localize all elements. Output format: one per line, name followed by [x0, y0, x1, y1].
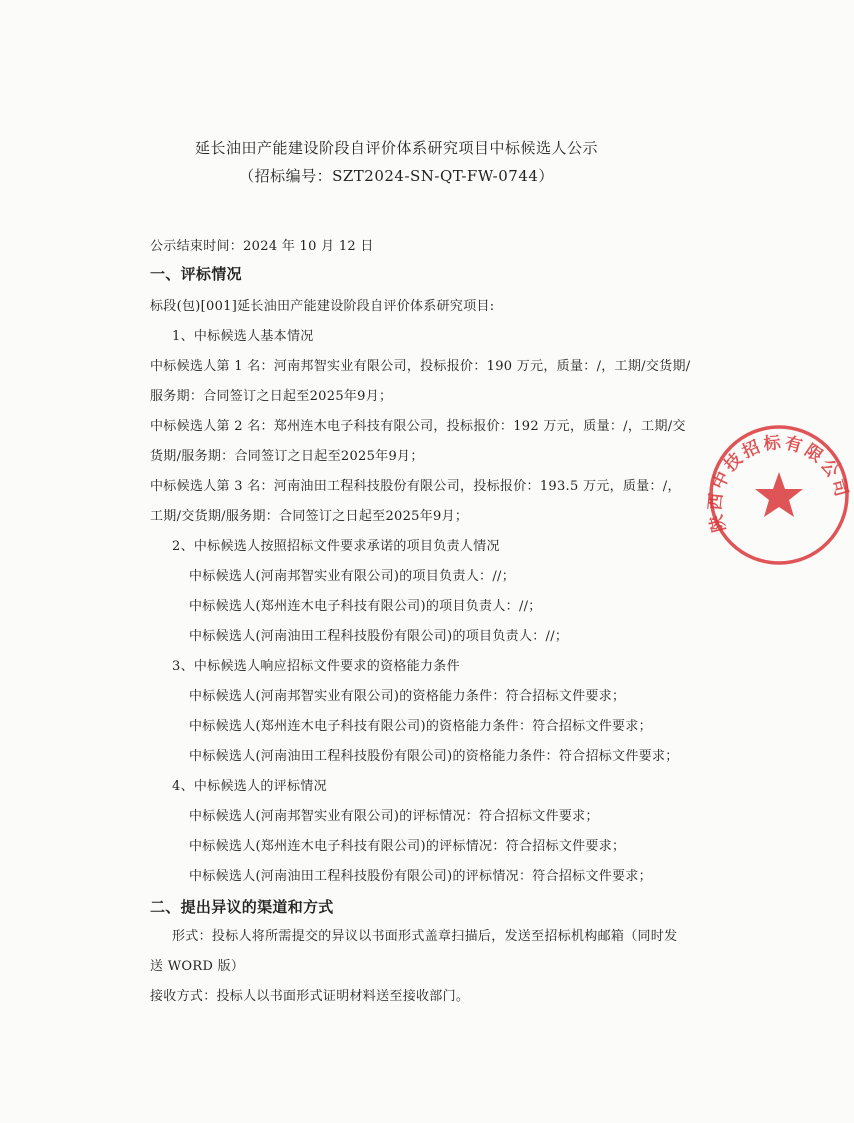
lot-title: 标段(包)[001]延长油田产能建设阶段自评价体系研究项目: — [150, 299, 495, 314]
objection-form-line-2: 送 WORD 版） — [150, 959, 245, 974]
subheading-basic-info: 1、中标候选人基本情况 — [172, 329, 314, 344]
subheading-project-leader: 2、中标候选人按照招标文件要求承诺的项目负责人情况 — [172, 539, 500, 554]
candidate-3-line-2: 工期/交货期/服务期：合同签订之日起至2025年9月； — [150, 509, 469, 524]
candidate-3-line-1: 中标候选人第 3 名：河南油田工程科技股份有限公司，投标报价：193.5 万元，质量：/， — [150, 479, 681, 494]
evaluation-item-3: 中标候选人(河南油田工程科技股份有限公司)的评标情况：符合招标文件要求； — [189, 869, 652, 884]
qualification-item-2: 中标候选人(郑州连木电子科技有限公司)的资格能力条件：符合招标文件要求； — [189, 719, 652, 734]
subheading-qualification: 3、中标候选人响应招标文件要求的资格能力条件 — [172, 659, 460, 674]
qualification-item-1: 中标候选人(河南邦智实业有限公司)的资格能力条件：符合招标文件要求； — [189, 689, 626, 704]
leader-item-2: 中标候选人(郑州连木电子科技有限公司)的项目负责人：//； — [189, 599, 542, 614]
seal-ring — [711, 427, 847, 563]
leader-item-3: 中标候选人(河南油田工程科技股份有限公司)的项目负责人：//； — [189, 629, 569, 644]
evaluation-item-2: 中标候选人(郑州连木电子科技有限公司)的评标情况：符合招标文件要求； — [189, 839, 626, 854]
seal-star — [755, 472, 803, 517]
subheading-evaluation: 4、中标候选人的评标情况 — [172, 779, 327, 794]
section-heading-evaluation: 一、评标情况 — [150, 265, 242, 283]
publicity-end-time: 公示结束时间：2024 年 10 月 12 日 — [150, 239, 374, 254]
document-title: 延长油田产能建设阶段自评价体系研究项目中标候选人公示 — [194, 139, 598, 157]
evaluation-item-1: 中标候选人(河南邦智实业有限公司)的评标情况：符合招标文件要求； — [189, 809, 599, 824]
leader-item-1: 中标候选人(河南邦智实业有限公司)的项目负责人：//； — [189, 569, 516, 584]
candidate-2-line-2: 货期/服务期：合同签订之日起至2025年9月； — [150, 449, 424, 464]
objection-form-line-1: 形式：投标人将所需提交的异议以书面形式盖章扫描后，发送至招标机构邮箱（同时发 — [172, 929, 678, 944]
section-heading-objection: 二、提出异议的渠道和方式 — [150, 898, 334, 916]
company-seal-stamp — [704, 420, 854, 570]
bid-number: （招标编号：SZT2024-SN-QT-FW-0744） — [239, 167, 554, 185]
candidate-1-line-1: 中标候选人第 1 名：河南邦智实业有限公司，投标报价：190 万元，质量：/，工期/交货期/ — [150, 359, 691, 374]
qualification-item-3: 中标候选人(河南油田工程科技股份有限公司)的资格能力条件：符合招标文件要求； — [189, 749, 679, 764]
candidate-1-line-2: 服务期：合同签订之日起至2025年9月； — [150, 389, 393, 404]
candidate-2-line-1: 中标候选人第 2 名：郑州连木电子科技有限公司，投标报价：192 万元，质量：/，工期/交 — [150, 419, 686, 434]
seal-text: 陕西中技招标有限公司 — [705, 432, 852, 535]
objection-receive-method: 接收方式：投标人以书面形式证明材料送至接收部门。 — [150, 989, 470, 1004]
